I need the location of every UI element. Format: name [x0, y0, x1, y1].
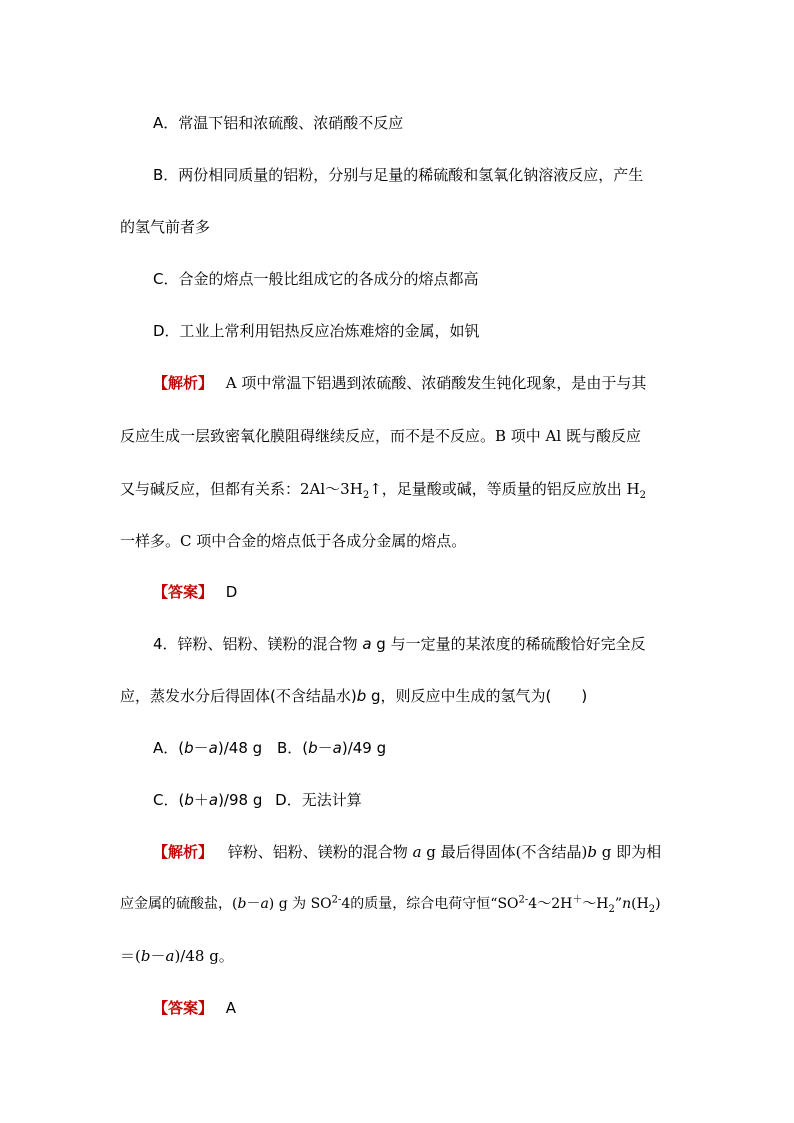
- q3-answer-line: [153, 582, 237, 602]
- q3-option-a: A．常温下铝和浓硫酸、浓硝酸不反应: [153, 114, 404, 132]
- q4-answer-line: [153, 998, 236, 1018]
- q3-option-d: D．工业上常利用铝热反应冶炼难熔的金属，如钒: [153, 322, 480, 340]
- q4-option-d: D．无法计算: [275, 791, 362, 809]
- q4-stem-line1: [153, 634, 646, 654]
- q3-answer-value: D: [225, 583, 238, 601]
- q4-options-cd: [153, 790, 362, 810]
- q3-analysis-text1: A 项中常温下铝遇到浓硫酸、浓硝酸发生钝化现象，是由于与其: [225, 374, 647, 392]
- var-b: b: [356, 687, 367, 705]
- q4-stem-text1b: g 与一定量的某浓度的稀硫酸恰好完全反: [371, 635, 646, 653]
- q4-options-ab: [153, 738, 386, 758]
- q4-analysis-line2: 应金属的硫酸盐，(b－a) g 为 $SO^{2-}4$的质量，综合电荷守恒“$SO^{2-}4\sim 2H^+\sim H_2”n(H_2)$: [120, 894, 661, 915]
- q4-answer-value: A: [225, 999, 237, 1017]
- q3-analysis-text3a: 又与碱反应，但都有关系：2Al～3H: [120, 480, 363, 498]
- var-a: a: [362, 635, 372, 653]
- subscript: 2: [639, 490, 646, 501]
- q4-analysis-line1: [153, 842, 661, 862]
- q4-stem-text1a: 4．锌粉、铝粉、镁粉的混合物: [153, 635, 363, 653]
- q4-analysis-line3: ＝(b－a)/48 g。: [120, 947, 234, 965]
- subscript: 2: [362, 490, 370, 501]
- q3-analysis-line2: 反应生成一层致密氧化膜阻碍继续反应，而不是不反应。B 项中 Al 既与酸反应: [120, 427, 641, 445]
- q4-answer-tag: 【答案】: [153, 999, 214, 1017]
- q3-option-c: C．合金的熔点一般比组成它的各成分的熔点都高: [153, 270, 479, 288]
- q3-option-b-line1: B．两份相同质量的铝粉，分别与足量的稀硫酸和氢氧化钠溶液反应，产生: [153, 166, 644, 184]
- q4-option-a: A．(b－a)/48 g: [153, 739, 263, 757]
- q4-stem-line2: [120, 686, 587, 706]
- q3-analysis-line3: [120, 479, 646, 499]
- q3-analysis-line4: 一样多。C 项中合金的熔点低于各成分金属的熔点。: [120, 532, 467, 550]
- q4-option-c: C．(b＋a)/98 g: [153, 791, 263, 809]
- q3-analysis-tag: 【解析】: [153, 374, 214, 392]
- q3-analysis-text3b: ↑，足量酸或碱，等质量的铝反应放出 H: [369, 480, 640, 498]
- q4-stem-text2b: g，则反应中生成的氢气为( ): [366, 687, 588, 705]
- q4-option-b: B．(b－a)/49 g: [276, 739, 387, 757]
- q4-analysis-tag: 【解析】: [153, 843, 214, 861]
- q3-analysis-line1: [153, 373, 646, 393]
- q4-stem-text2a: 应，蒸发水分后得固体(不含结晶水): [120, 687, 357, 705]
- q3-answer-tag: 【答案】: [153, 583, 214, 601]
- q3-option-b-line2: 的氢气前者多: [120, 218, 211, 236]
- q4-analysis-text1: 锌粉、铝粉、镁粉的混合物 a g 最后得固体(不含结晶)b g 即为相: [227, 843, 662, 861]
